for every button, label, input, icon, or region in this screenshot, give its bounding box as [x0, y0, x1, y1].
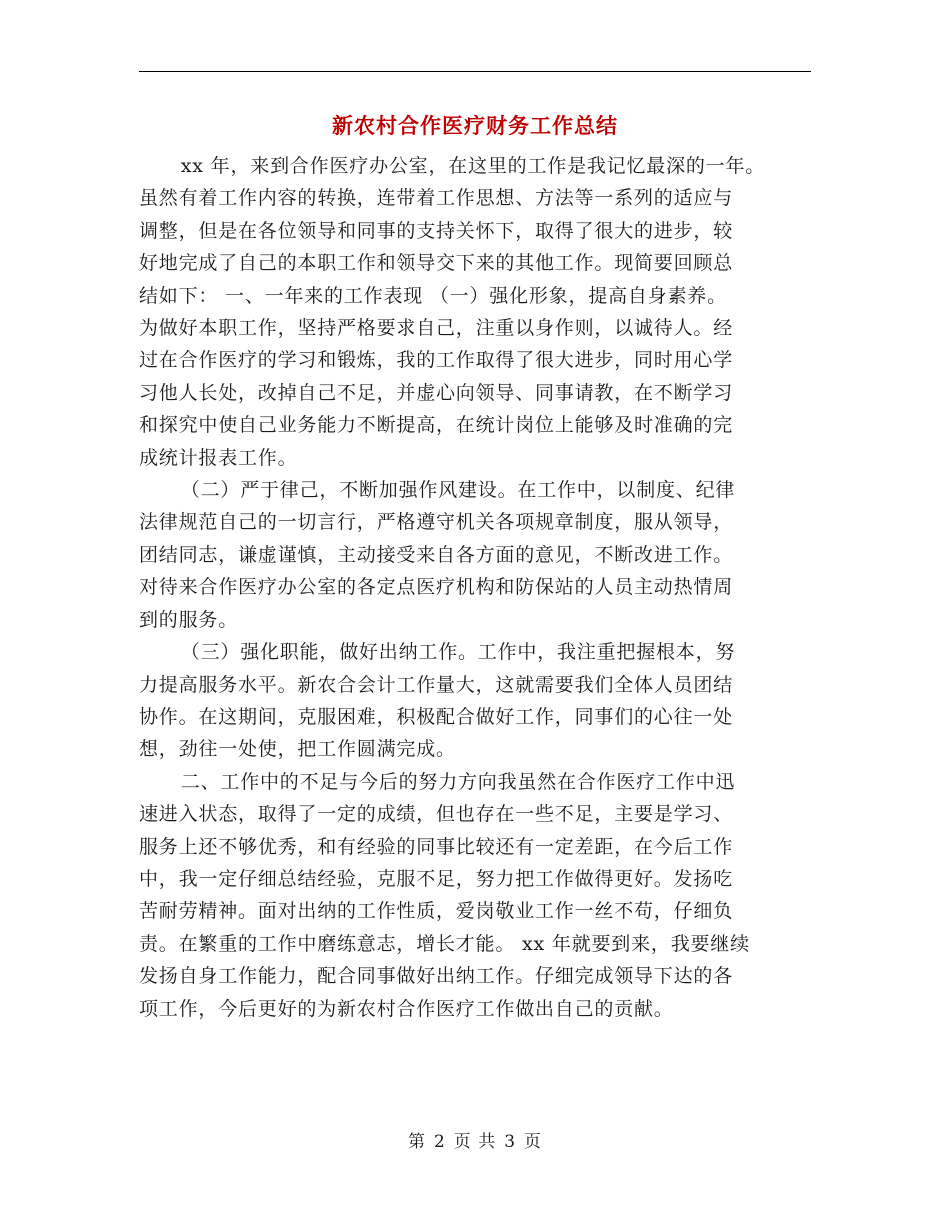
text-line: 为做好本职工作，坚持严格要求自己，注重以身作则，以诚待人。经: [139, 317, 734, 340]
page-number-footer: [0, 1127, 950, 1152]
paragraph-discipline: [139, 474, 819, 636]
footer-prefix: 第: [407, 1132, 426, 1152]
text-line: 法律规范自己的一切言行，严格遵守机关各项规章制度，服从领导，: [139, 511, 734, 534]
text-line: 和探究中使自己业务能力不断提高，在统计岗位上能够及时准确的完: [139, 414, 734, 437]
text-line: 二、工作中的不足与今后的努力方向我虽然在合作医疗工作中迅: [180, 770, 736, 793]
text-line: 速进入状态，取得了一定的成绩，但也存在一些不足，主要是学习、: [139, 803, 734, 826]
text-line: 结如下： 一、一年来的工作表现 （一）强化形象，提高自身素养。: [139, 284, 727, 307]
text-line: 协作。在这期间，克服困难，积极配合做好工作，同事们的心往一处: [139, 705, 734, 728]
text-line: 苦耐劳精神。面对出纳的工作性质，爱岗敬业工作一丝不苟，仔细负: [139, 900, 734, 923]
footer-middle: 页 共: [453, 1132, 497, 1152]
text-line: xx 年，来到合作医疗办公室，在这里的工作是我记忆最深的一年。: [180, 155, 766, 177]
text-line: （二）严于律己，不断加强作风建设。在工作中，以制度、纪律: [180, 479, 736, 502]
text-line: 到的服务。: [139, 608, 239, 631]
text-line: 习他人长处，改掉自己不足，并虚心向领导、同事请教，在不断学习: [139, 381, 734, 404]
text-line: 团结同志，谦虚谨慎，主动接受来自各方面的意见，不断改进工作。: [139, 543, 734, 566]
paragraph-cashier: [139, 636, 819, 766]
paragraph-intro: [139, 150, 819, 474]
text-line: （三）强化职能，做好出纳工作。工作中，我注重把握根本，努: [180, 641, 736, 664]
header-rule: [139, 71, 811, 72]
text-line: 虽然有着工作内容的转换，连带着工作思想、方法等一系列的适应与: [139, 187, 734, 210]
text-line: 服务上还不够优秀，和有经验的同事比较还有一定差距，在今后工作: [139, 835, 734, 858]
text-line: 成统计报表工作。: [139, 446, 298, 469]
text-line: 发扬自身工作能力，配合同事做好出纳工作。仔细完成领导下达的各: [139, 965, 734, 988]
total-page-count: 3: [504, 1132, 517, 1152]
text-line: 力提高服务水平。新农合会计工作量大，这就需要我们全体人员团结: [139, 673, 734, 696]
current-page-number: 2: [433, 1132, 446, 1152]
footer-suffix: 页: [524, 1132, 543, 1152]
paragraph-shortcomings: [139, 766, 819, 1025]
document-body: [139, 150, 819, 1025]
text-line: 中，我一定仔细总结经验，克服不足，努力把工作做得更好。发扬吃: [139, 867, 734, 890]
text-line: 好地完成了自己的本职工作和领导交下来的其他工作。现简要回顾总: [139, 252, 734, 275]
text-line: 项工作，今后更好的为新农村合作医疗工作做出自己的贡献。: [139, 997, 674, 1020]
text-line: 调整，但是在各位领导和同事的支持关怀下，取得了很大的进步，较: [139, 219, 734, 242]
text-line: 想，劲往一处使，把工作圆满完成。: [139, 738, 456, 761]
text-line: 过在合作医疗的学习和锻炼，我的工作取得了很大进步，同时用心学: [139, 349, 734, 372]
document-title: 新农村合作医疗财务工作总结: [332, 113, 618, 138]
text-line: 责。在繁重的工作中磨练意志，增长才能。 xx 年就要到来，我要继续: [139, 932, 750, 955]
text-line: 对待来合作医疗办公室的各定点医疗机构和防保站的人员主动热情周: [139, 576, 734, 599]
